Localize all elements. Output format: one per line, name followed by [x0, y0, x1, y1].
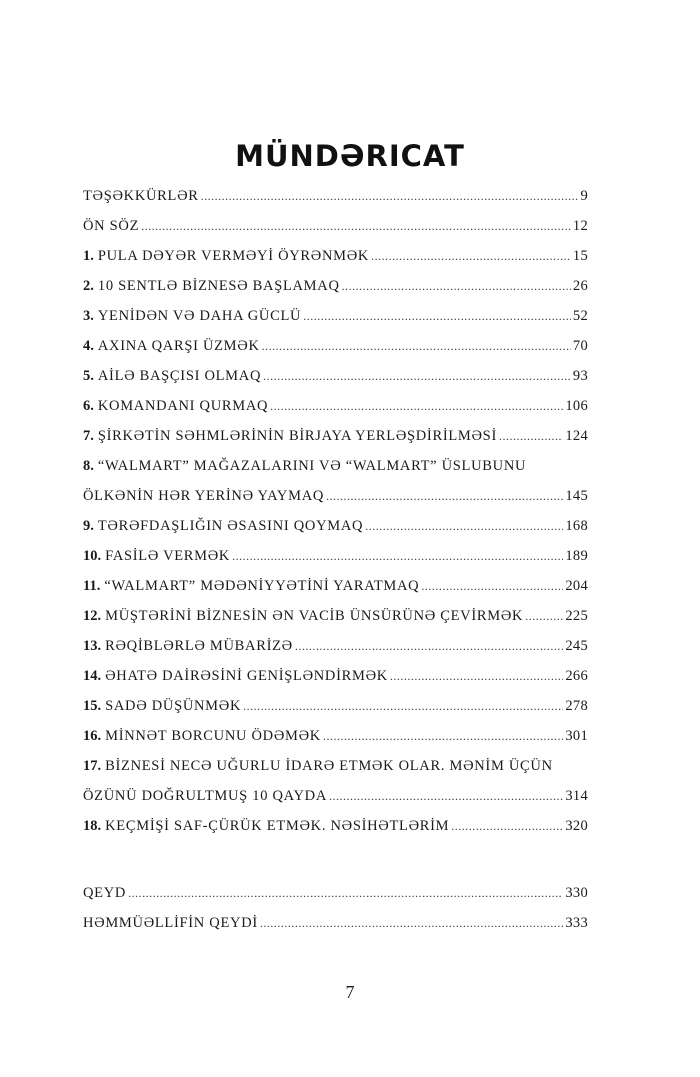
- dot-leader: [128, 878, 563, 908]
- toc-entry: [83, 271, 588, 301]
- toc-entry-label: [83, 511, 363, 541]
- chapter-title: 10 SENTLƏ BİZNESƏ BAŞLAMAQ: [97, 278, 340, 294]
- dot-leader: [329, 781, 563, 811]
- toc-entry-label: [83, 751, 588, 781]
- toc-page-number: 26: [572, 278, 588, 294]
- dot-leader: [263, 361, 571, 391]
- chapter-title: RƏQİBLƏRLƏ MÜBARİZƏ: [105, 638, 293, 654]
- chapter-number: 15.: [83, 698, 102, 714]
- chapter-title: MÜŞTƏRİNİ BİZNESİN ƏN VACİB ÜNSÜRÜNƏ ÇEVİRMƏK: [105, 608, 524, 624]
- toc-entry: [83, 511, 588, 541]
- dot-leader: [260, 908, 563, 938]
- toc-page-number: 301: [565, 728, 588, 744]
- toc-page-number: 330: [565, 885, 588, 901]
- toc-entry: [83, 331, 588, 361]
- toc-entry-label: [83, 571, 419, 601]
- dot-leader: [141, 211, 571, 241]
- chapter-title: MİNNƏT BORCUNU ÖDƏMƏK: [105, 728, 321, 744]
- back-matter-list: [83, 878, 588, 938]
- chapter-title: SADƏ DÜŞÜNMƏK: [105, 698, 242, 714]
- toc-page-number: 145: [565, 488, 588, 504]
- toc-entry: [83, 631, 588, 661]
- chapter-number: 14.: [83, 668, 102, 684]
- chapter-number: 7.: [83, 428, 94, 444]
- toc-entry-continuation: [83, 781, 588, 811]
- dot-leader: [243, 691, 563, 721]
- toc-entry-label: TƏŞƏKKÜRLƏR: [83, 188, 199, 204]
- dot-leader: [451, 811, 563, 841]
- toc-entry: [83, 601, 588, 631]
- toc-page-number: 70: [572, 338, 588, 354]
- dot-leader: [421, 571, 563, 601]
- toc-entry-continuation: [83, 481, 588, 511]
- page-title: MÜNDƏRICAT: [235, 139, 465, 174]
- toc-entry-label: [83, 451, 588, 481]
- toc-entry-label: [83, 391, 268, 421]
- dot-leader: [342, 271, 571, 301]
- chapter-number: 18.: [83, 818, 102, 834]
- chapter-title: PULA DƏYƏR VERMƏYİ ÖYRƏNMƏK: [97, 248, 370, 264]
- toc-entry: [83, 181, 588, 211]
- toc-entry-label: [83, 241, 369, 271]
- chapter-number: 4.: [83, 338, 94, 354]
- toc-page-number: 278: [565, 698, 588, 714]
- dot-leader: [262, 331, 571, 361]
- table-of-contents: [83, 181, 588, 841]
- chapter-title-line-2: ÖZÜNÜ DOĞRULTMUŞ 10 QAYDA: [83, 788, 328, 804]
- chapter-title-line-1: “WALMART” MAĞAZALARINI VƏ “WALMART” ÜSLUBUNU: [97, 458, 527, 474]
- chapter-number: 2.: [83, 278, 94, 294]
- toc-entry: [83, 451, 588, 481]
- chapter-number: 9.: [83, 518, 94, 534]
- toc-page-number: 333: [565, 915, 588, 931]
- toc-entry-label: QEYD: [83, 885, 127, 901]
- toc-page-number: 106: [565, 398, 588, 414]
- chapter-number: 16.: [83, 728, 102, 744]
- chapter-number: 10.: [83, 548, 102, 564]
- toc-entry-label: [83, 541, 230, 571]
- toc-entry: [83, 211, 588, 241]
- toc-page-number: 52: [572, 308, 588, 324]
- dot-leader: [371, 241, 571, 271]
- dot-leader: [303, 301, 571, 331]
- chapter-number: 13.: [83, 638, 102, 654]
- chapter-title-line-2: ÖLKƏNİN HƏR YERİNƏ YAYMAQ: [83, 488, 325, 504]
- toc-entry-label: [83, 601, 523, 631]
- chapter-title: “WALMART” MƏDƏNİYYƏTİNİ YARATMAQ: [104, 578, 420, 594]
- toc-page-number: 15: [572, 248, 588, 264]
- toc-entry: [83, 391, 588, 421]
- dot-leader: [232, 541, 563, 571]
- toc-entry: [83, 571, 588, 601]
- chapter-title: AİLƏ BAŞÇISI OLMAQ: [97, 368, 262, 384]
- toc-page-number: 204: [565, 578, 588, 594]
- chapter-title: ŞİRKƏTİN SƏHMLƏRİNİN BİRJAYA YERLƏŞDİRİLMƏSİ: [97, 428, 497, 444]
- chapter-title: KEÇMİŞİ SAF-ÇÜRÜK ETMƏK. NƏSİHƏTLƏRİM: [105, 818, 450, 834]
- dot-leader: [365, 511, 563, 541]
- chapter-number: 17.: [83, 758, 102, 774]
- toc-entry: [83, 751, 588, 781]
- chapter-number: 6.: [83, 398, 94, 414]
- toc-entry-label: [83, 661, 388, 691]
- toc-entry-label: [83, 631, 293, 661]
- toc-page-number: 189: [565, 548, 588, 564]
- chapter-title: KOMANDANI QURMAQ: [97, 398, 269, 414]
- chapter-title-line-1: BİZNESİ NECƏ UĞURLU İDARƏ ETMƏK OLAR. MƏNİM ÜÇÜN: [105, 758, 553, 774]
- toc-entry-label: [83, 301, 301, 331]
- toc-entry: [83, 661, 588, 691]
- dot-leader: [499, 421, 563, 451]
- chapter-number: 5.: [83, 368, 94, 384]
- toc-page-number: 314: [565, 788, 588, 804]
- toc-page-number: 124: [565, 428, 588, 444]
- toc-page-number: 266: [565, 668, 588, 684]
- chapter-number: 11.: [83, 578, 101, 594]
- dot-leader: [525, 601, 563, 631]
- chapter-title: TƏRƏFDAŞLIĞIN ƏSASINI QOYMAQ: [97, 518, 364, 534]
- chapter-title: YENİDƏN VƏ DAHA GÜCLÜ: [97, 308, 302, 324]
- toc-entry: [83, 241, 588, 271]
- toc-page-number: 320: [565, 818, 588, 834]
- toc-entry-label: [83, 721, 321, 751]
- toc-page-number: 12: [572, 218, 588, 234]
- dot-leader: [295, 631, 564, 661]
- toc-entry: [83, 811, 588, 841]
- toc-entry: [83, 691, 588, 721]
- toc-page-number: 245: [565, 638, 588, 654]
- toc-page-number: 9: [580, 188, 588, 204]
- toc-entry-label: [83, 811, 449, 841]
- toc-entry-label: ÖN SÖZ: [83, 218, 140, 234]
- toc-page-number: 93: [572, 368, 588, 384]
- toc-page-number: 168: [565, 518, 588, 534]
- toc-entry-label: HƏMMÜƏLLİFİN QEYDİ: [83, 915, 258, 931]
- chapter-title: ƏHATƏ DAİRƏSİNİ GENİŞLƏNDİRMƏK: [105, 668, 388, 684]
- toc-entry-label: [83, 361, 261, 391]
- dot-leader: [390, 661, 563, 691]
- toc-entry-label: [83, 691, 241, 721]
- toc-entry-label: [83, 421, 497, 451]
- toc-entry: [83, 908, 588, 938]
- chapter-number: 1.: [83, 248, 94, 264]
- toc-entry: [83, 541, 588, 571]
- chapter-title: AXINA QARŞI ÜZMƏK: [97, 338, 260, 354]
- dot-leader: [326, 481, 563, 511]
- chapter-number: 12.: [83, 608, 102, 624]
- toc-entry-label: [83, 271, 340, 301]
- chapter-number: 8.: [83, 458, 94, 474]
- toc-entry: [83, 301, 588, 331]
- toc-entry: [83, 361, 588, 391]
- dot-leader: [323, 721, 563, 751]
- page-number: 7: [345, 982, 355, 1002]
- toc-entry-label: [83, 331, 260, 361]
- toc-page-number: 225: [565, 608, 588, 624]
- chapter-number: 3.: [83, 308, 94, 324]
- dot-leader: [270, 391, 563, 421]
- chapter-title: FASİLƏ VERMƏK: [105, 548, 231, 564]
- toc-entry: [83, 721, 588, 751]
- toc-entry: [83, 421, 588, 451]
- toc-entry: [83, 878, 588, 908]
- dot-leader: [201, 181, 579, 211]
